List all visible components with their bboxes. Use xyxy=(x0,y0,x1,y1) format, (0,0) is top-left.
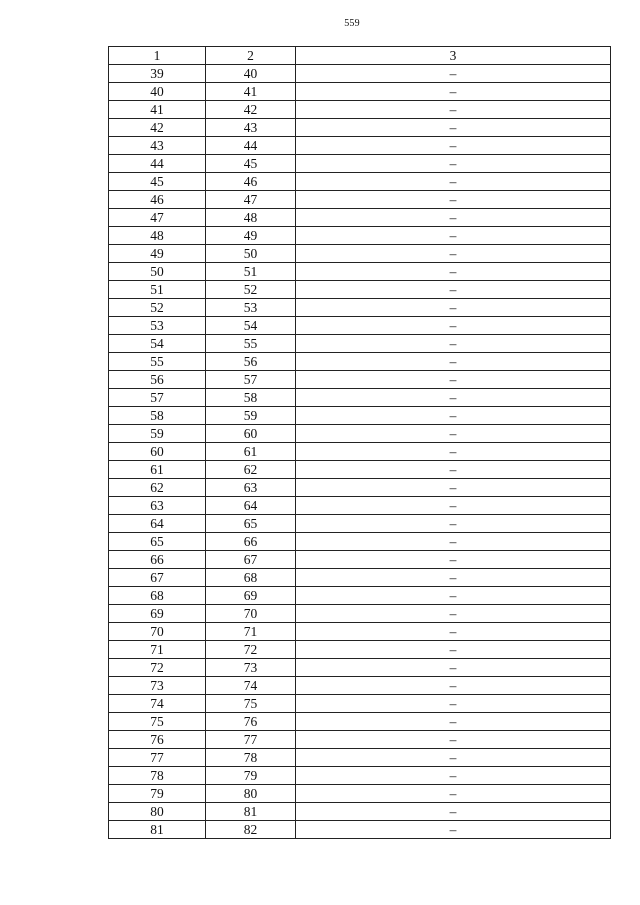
table-row xyxy=(109,191,611,209)
table-cell-col-3: – xyxy=(296,695,611,713)
table-cell-col-1: 68 xyxy=(109,587,206,605)
table-cell-col-1: 53 xyxy=(109,317,206,335)
table-cell-col-3: – xyxy=(296,803,611,821)
table-cell-col-3: – xyxy=(296,623,611,641)
table-cell-col-1: 44 xyxy=(109,155,206,173)
table-cell-col-1: 64 xyxy=(109,515,206,533)
table-cell-col-1: 39 xyxy=(109,65,206,83)
table-row xyxy=(109,749,611,767)
table-row xyxy=(109,731,611,749)
table-cell-col-3: – xyxy=(296,533,611,551)
table-cell-col-2: 65 xyxy=(206,515,296,533)
table-cell-col-1: 58 xyxy=(109,407,206,425)
table-cell-col-1: 42 xyxy=(109,119,206,137)
table-cell-col-1: 52 xyxy=(109,299,206,317)
table-row xyxy=(109,497,611,515)
table-cell-col-1: 69 xyxy=(109,605,206,623)
table-cell-col-2: 50 xyxy=(206,245,296,263)
table-cell-col-1: 45 xyxy=(109,173,206,191)
table-cell-col-3: – xyxy=(296,209,611,227)
table-row xyxy=(109,209,611,227)
table-cell-col-2: 52 xyxy=(206,281,296,299)
table-cell-col-2: 72 xyxy=(206,641,296,659)
table-cell-col-2: 53 xyxy=(206,299,296,317)
table-cell-col-1: 75 xyxy=(109,713,206,731)
table-cell-col-2: 59 xyxy=(206,407,296,425)
table-cell-col-2: 63 xyxy=(206,479,296,497)
table-cell-col-1: 66 xyxy=(109,551,206,569)
table-cell-col-2: 54 xyxy=(206,317,296,335)
table-cell-col-2: 40 xyxy=(206,65,296,83)
table-cell-col-3: – xyxy=(296,767,611,785)
table-row xyxy=(109,245,611,263)
table-cell-col-2: 49 xyxy=(206,227,296,245)
column-header-1: 1 xyxy=(109,47,206,65)
table-cell-col-1: 77 xyxy=(109,749,206,767)
table-row xyxy=(109,677,611,695)
table-cell-col-3: – xyxy=(296,569,611,587)
table-cell-col-1: 49 xyxy=(109,245,206,263)
table-cell-col-2: 80 xyxy=(206,785,296,803)
table-cell-col-3: – xyxy=(296,731,611,749)
table-row xyxy=(109,335,611,353)
table-row xyxy=(109,101,611,119)
column-header-3: 3 xyxy=(296,47,611,65)
table-cell-col-3: – xyxy=(296,353,611,371)
table-row xyxy=(109,695,611,713)
table-cell-col-1: 79 xyxy=(109,785,206,803)
table-cell-col-3: – xyxy=(296,641,611,659)
table-cell-col-2: 61 xyxy=(206,443,296,461)
table-cell-col-3: – xyxy=(296,551,611,569)
table-cell-col-2: 74 xyxy=(206,677,296,695)
table-cell-col-2: 43 xyxy=(206,119,296,137)
table-cell-col-3: – xyxy=(296,785,611,803)
table-cell-col-2: 46 xyxy=(206,173,296,191)
table-cell-col-2: 51 xyxy=(206,263,296,281)
column-header-2: 2 xyxy=(206,47,296,65)
table-cell-col-2: 57 xyxy=(206,371,296,389)
table-cell-col-1: 59 xyxy=(109,425,206,443)
table-cell-col-3: – xyxy=(296,749,611,767)
table-row xyxy=(109,281,611,299)
table-cell-col-1: 48 xyxy=(109,227,206,245)
table-cell-col-3: – xyxy=(296,227,611,245)
table-cell-col-2: 66 xyxy=(206,533,296,551)
data-table xyxy=(108,46,611,839)
table-cell-col-3: – xyxy=(296,713,611,731)
table-cell-col-3: – xyxy=(296,83,611,101)
page-number: 559 xyxy=(344,18,360,29)
table-row xyxy=(109,641,611,659)
table-cell-col-2: 42 xyxy=(206,101,296,119)
table-cell-col-3: – xyxy=(296,425,611,443)
table-cell-col-2: 68 xyxy=(206,569,296,587)
table-cell-col-3: – xyxy=(296,515,611,533)
table-cell-col-2: 81 xyxy=(206,803,296,821)
table-cell-col-2: 62 xyxy=(206,461,296,479)
table-cell-col-2: 71 xyxy=(206,623,296,641)
table-cell-col-3: – xyxy=(296,659,611,677)
table-cell-col-3: – xyxy=(296,245,611,263)
table-cell-col-2: 67 xyxy=(206,551,296,569)
table-row xyxy=(109,407,611,425)
table-row xyxy=(109,461,611,479)
table-cell-col-1: 81 xyxy=(109,821,206,839)
table-row xyxy=(109,623,611,641)
table-cell-col-3: – xyxy=(296,281,611,299)
table-cell-col-2: 76 xyxy=(206,713,296,731)
table-cell-col-1: 67 xyxy=(109,569,206,587)
table-row xyxy=(109,227,611,245)
table-cell-col-1: 76 xyxy=(109,731,206,749)
table-row xyxy=(109,443,611,461)
table-row xyxy=(109,533,611,551)
table-cell-col-3: – xyxy=(296,497,611,515)
table-row xyxy=(109,137,611,155)
table-cell-col-2: 45 xyxy=(206,155,296,173)
table-cell-col-1: 65 xyxy=(109,533,206,551)
table-row xyxy=(109,785,611,803)
table-cell-col-3: – xyxy=(296,263,611,281)
table-cell-col-1: 50 xyxy=(109,263,206,281)
table-row xyxy=(109,263,611,281)
table-cell-col-2: 77 xyxy=(206,731,296,749)
table-row xyxy=(109,605,611,623)
table-body xyxy=(109,65,611,839)
table-cell-col-2: 41 xyxy=(206,83,296,101)
table-cell-col-3: – xyxy=(296,119,611,137)
table-cell-col-2: 82 xyxy=(206,821,296,839)
table-cell-col-3: – xyxy=(296,677,611,695)
table-row xyxy=(109,353,611,371)
table-cell-col-1: 70 xyxy=(109,623,206,641)
table-row xyxy=(109,425,611,443)
table-cell-col-2: 47 xyxy=(206,191,296,209)
table-cell-col-3: – xyxy=(296,443,611,461)
table-row xyxy=(109,389,611,407)
table-cell-col-3: – xyxy=(296,479,611,497)
table-cell-col-2: 64 xyxy=(206,497,296,515)
table-row xyxy=(109,587,611,605)
table-row xyxy=(109,551,611,569)
table-row xyxy=(109,821,611,839)
table-cell-col-1: 40 xyxy=(109,83,206,101)
table-cell-col-1: 71 xyxy=(109,641,206,659)
table-cell-col-1: 51 xyxy=(109,281,206,299)
table-row xyxy=(109,767,611,785)
table-row xyxy=(109,479,611,497)
table-cell-col-3: – xyxy=(296,335,611,353)
table-row xyxy=(109,659,611,677)
table-cell-col-2: 75 xyxy=(206,695,296,713)
table-cell-col-2: 60 xyxy=(206,425,296,443)
table-cell-col-2: 58 xyxy=(206,389,296,407)
table-cell-col-1: 46 xyxy=(109,191,206,209)
table-cell-col-2: 73 xyxy=(206,659,296,677)
table-row xyxy=(109,173,611,191)
header-row xyxy=(109,47,611,65)
table-cell-col-3: – xyxy=(296,407,611,425)
table-row xyxy=(109,515,611,533)
table-row xyxy=(109,299,611,317)
table-row xyxy=(109,155,611,173)
table-cell-col-1: 56 xyxy=(109,371,206,389)
table-cell-col-3: – xyxy=(296,299,611,317)
table-row xyxy=(109,65,611,83)
table-cell-col-1: 43 xyxy=(109,137,206,155)
table-header xyxy=(109,47,611,65)
table-cell-col-1: 61 xyxy=(109,461,206,479)
table-cell-col-3: – xyxy=(296,587,611,605)
table-cell-col-3: – xyxy=(296,371,611,389)
table-cell-col-3: – xyxy=(296,65,611,83)
table-cell-col-3: – xyxy=(296,317,611,335)
table-cell-col-1: 60 xyxy=(109,443,206,461)
table-cell-col-2: 55 xyxy=(206,335,296,353)
table-cell-col-3: – xyxy=(296,605,611,623)
table-cell-col-3: – xyxy=(296,191,611,209)
table-cell-col-3: – xyxy=(296,137,611,155)
table-cell-col-1: 72 xyxy=(109,659,206,677)
table-cell-col-1: 73 xyxy=(109,677,206,695)
table-cell-col-2: 56 xyxy=(206,353,296,371)
table-cell-col-2: 70 xyxy=(206,605,296,623)
table-cell-col-1: 41 xyxy=(109,101,206,119)
table-cell-col-1: 63 xyxy=(109,497,206,515)
table-cell-col-1: 47 xyxy=(109,209,206,227)
table-cell-col-3: – xyxy=(296,389,611,407)
table-cell-col-2: 78 xyxy=(206,749,296,767)
table-row xyxy=(109,569,611,587)
table-cell-col-2: 79 xyxy=(206,767,296,785)
table-row xyxy=(109,83,611,101)
table-cell-col-2: 48 xyxy=(206,209,296,227)
table-cell-col-1: 54 xyxy=(109,335,206,353)
table-cell-col-1: 78 xyxy=(109,767,206,785)
table-cell-col-1: 62 xyxy=(109,479,206,497)
table-cell-col-3: – xyxy=(296,821,611,839)
table-cell-col-1: 74 xyxy=(109,695,206,713)
table-row xyxy=(109,803,611,821)
table-cell-col-3: – xyxy=(296,461,611,479)
table-cell-col-3: – xyxy=(296,155,611,173)
table-cell-col-1: 80 xyxy=(109,803,206,821)
table-row xyxy=(109,317,611,335)
table-cell-col-3: – xyxy=(296,173,611,191)
table-cell-col-3: – xyxy=(296,101,611,119)
table-cell-col-1: 55 xyxy=(109,353,206,371)
table-row xyxy=(109,371,611,389)
table-row xyxy=(109,713,611,731)
table-cell-col-1: 57 xyxy=(109,389,206,407)
table-cell-col-2: 69 xyxy=(206,587,296,605)
table-cell-col-2: 44 xyxy=(206,137,296,155)
table-row xyxy=(109,119,611,137)
